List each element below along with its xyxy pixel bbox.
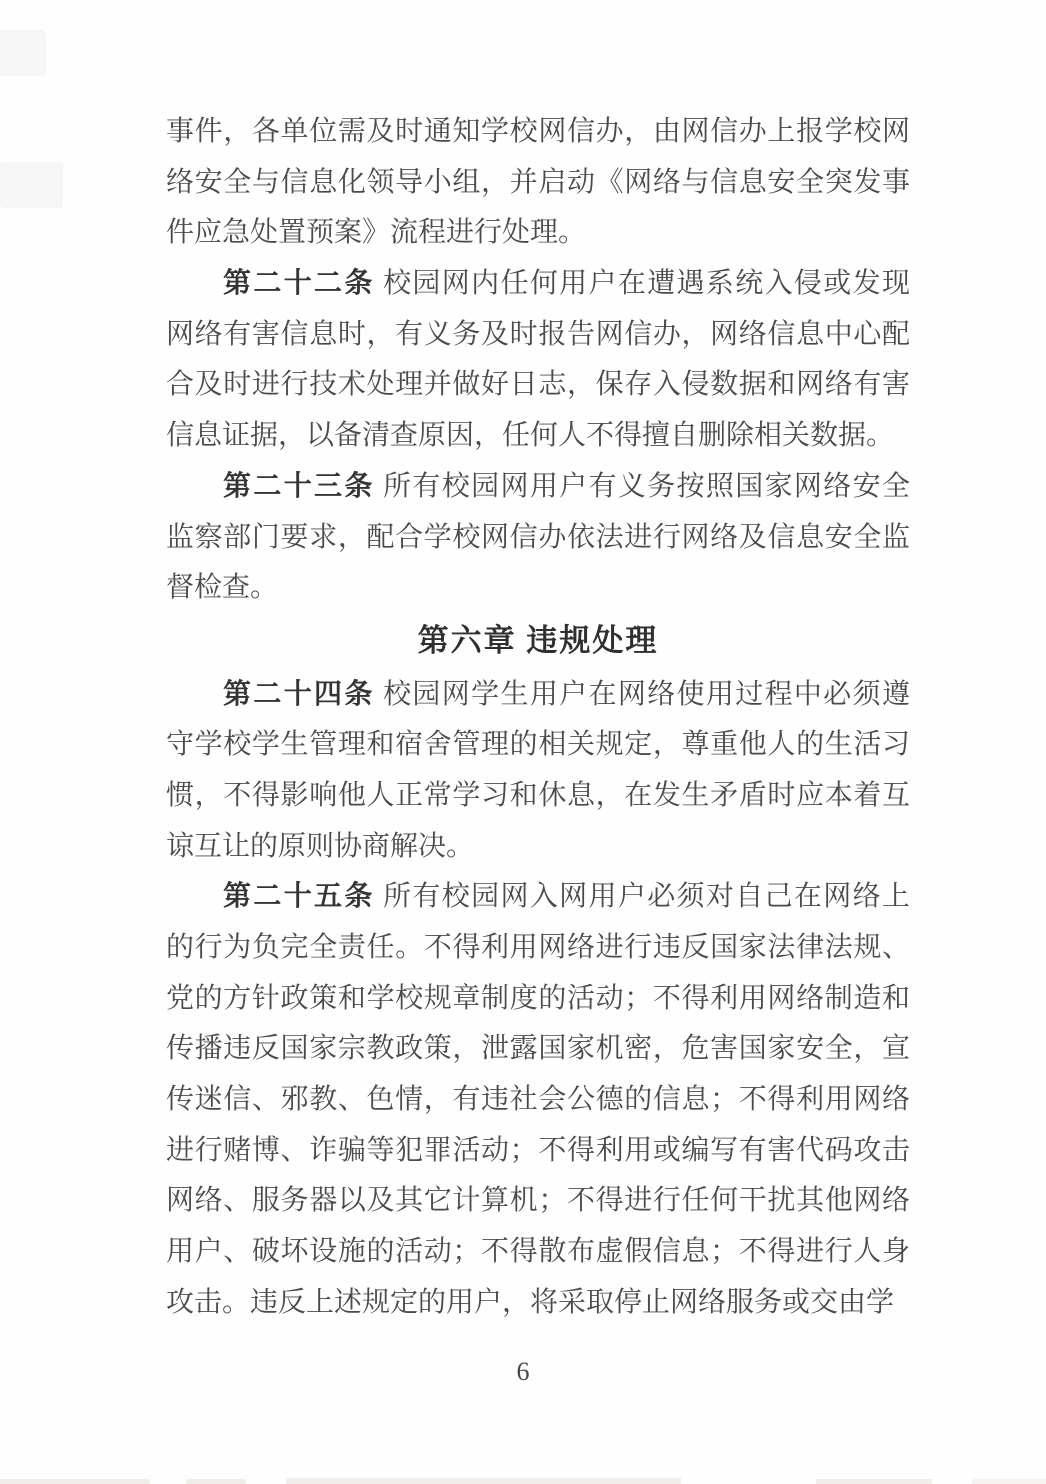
text-line: 第二十二条 校园网内任何用户在遭遇系统入侵或发现 <box>223 268 910 300</box>
scan-artifact <box>0 1479 150 1484</box>
scan-artifact <box>186 1479 246 1484</box>
scan-artifact <box>972 1479 1046 1484</box>
article-number: 第二十二条 <box>223 268 375 300</box>
text-line: 第二十五条 所有校园网入网用户必须对自己在网络上 <box>223 881 910 913</box>
text-line: 合及时进行技术处理并做好日志，保存入侵数据和网络有害 <box>166 369 910 401</box>
text-line: 网络有害信息时，有义务及时报告网信办，网络信息中心配 <box>166 318 910 350</box>
text-line: 党的方针政策和学校规章制度的活动；不得利用网络制造和 <box>166 982 910 1014</box>
chapter-heading-text: 第六章 违规处理 <box>417 622 659 658</box>
text-line: 事件，各单位需及时通知学校网信办，由网信办上报学校网 <box>166 116 910 147</box>
scan-artifact <box>286 1478 681 1484</box>
scan-artifact <box>0 162 63 208</box>
text-line: 守学校学生管理和宿舍管理的相关规定，尊重他人的生活习 <box>166 729 910 761</box>
page-number: 6 <box>516 1357 530 1386</box>
text-line: 传迷信、邪教、色情，有违社会公德的信息；不得利用网络 <box>166 1084 910 1116</box>
text-line: 网络、服务器以及其它计算机；不得进行任何干扰其他网络 <box>166 1185 910 1217</box>
text-line: 进行赌博、诈骗等犯罪活动；不得利用或编写有害代码攻击 <box>166 1134 910 1166</box>
text-line: 络安全与信息化领导小组，并启动《网络与信息安全突发事 <box>166 166 910 198</box>
text-line: 谅互让的原则协商解决。 <box>166 830 475 862</box>
paragraph <box>166 107 910 259</box>
article-number: 第二十五条 <box>223 881 375 913</box>
paragraph <box>166 872 910 1328</box>
text-line: 的行为负完全责任。不得利用网络进行违反国家法律法规、 <box>166 932 910 963</box>
article-number: 第二十三条 <box>223 470 375 502</box>
text-line: 第二十四条 校园网学生用户在网络使用过程中必须遵 <box>223 678 910 710</box>
text-line: 用户、破坏设施的活动；不得散布虚假信息；不得进行人身 <box>166 1236 910 1268</box>
scan-artifact <box>816 1479 932 1484</box>
text-line: 攻击。违反上述规定的用户，将采取停止网络服务或交由学 <box>166 1286 895 1318</box>
document-body <box>166 107 910 1329</box>
scan-artifact <box>0 30 46 76</box>
scan-edge-artifact <box>0 1477 1046 1484</box>
paragraph <box>166 259 910 462</box>
text-line: 第二十三条 所有校园网用户有义务按照国家网络安全 <box>223 470 910 502</box>
text-line: 信息证据，以备清查原因，任何人不得擅自删除相关数据。 <box>166 420 895 452</box>
text-line: 监察部门要求，配合学校网信办依法进行网络及信息安全监 <box>166 521 910 553</box>
text-line: 督检查。 <box>166 572 279 604</box>
text-line: 传播违反国家宗教政策，泄露国家机密，危害国家安全，宣 <box>166 1033 910 1065</box>
paragraph <box>166 462 910 614</box>
paragraph <box>166 670 910 873</box>
text-line: 惯，不得影响他人正常学习和休息，在发生矛盾时应本着互 <box>166 779 910 811</box>
article-number: 第二十四条 <box>223 678 375 710</box>
text-line: 件应急处置预案》流程进行处理。 <box>166 217 587 249</box>
chapter-heading <box>166 616 910 667</box>
